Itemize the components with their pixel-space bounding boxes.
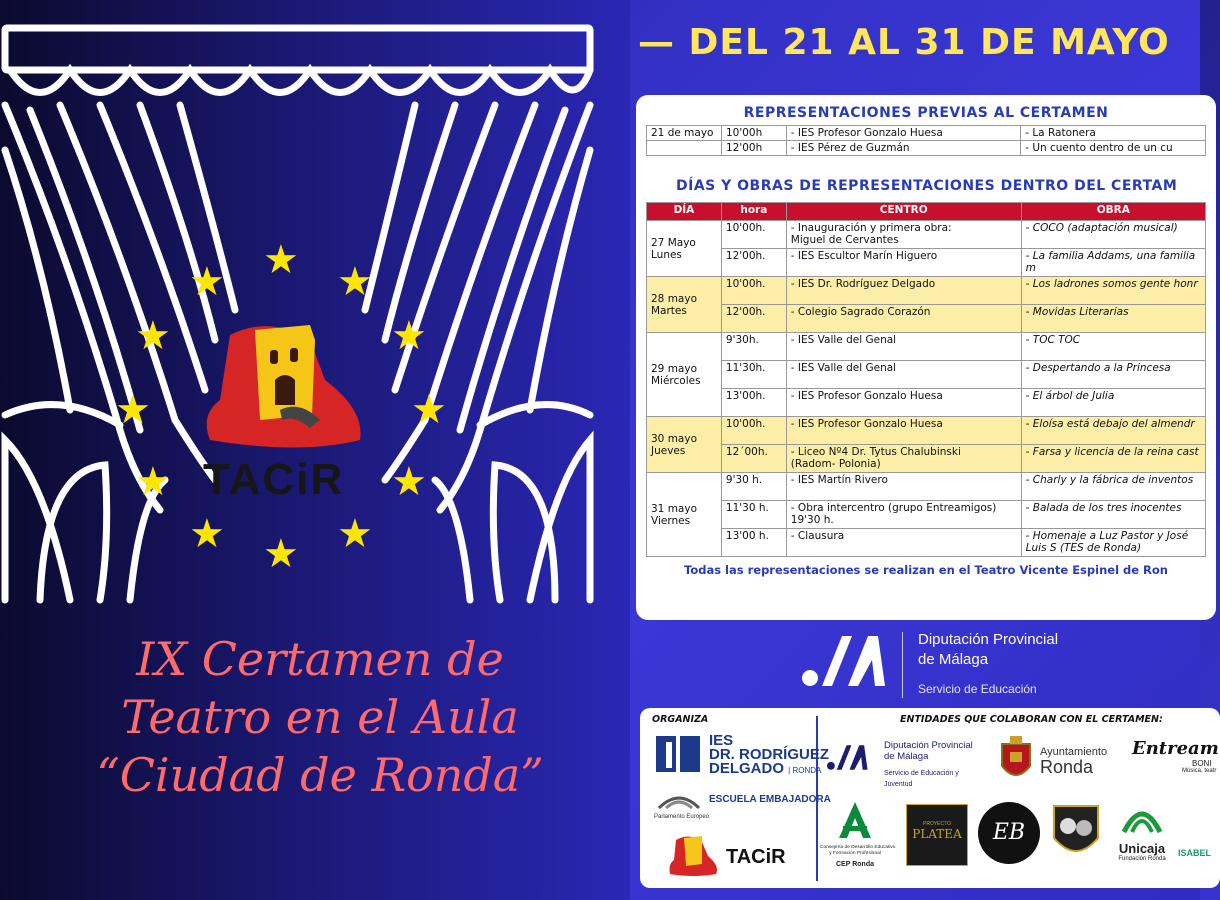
tacir-logo-text: TACiR: [203, 455, 345, 504]
cell-obra: - El árbol de Julia: [1021, 389, 1205, 417]
cell-obra: - TOC TOC: [1021, 333, 1205, 361]
parlamento-label: Parlamento Europeo: [654, 814, 710, 820]
cell-centro: - IES Valle del Genal: [786, 333, 1021, 361]
entreamigos-name: Entream: [1132, 738, 1219, 759]
certamen-title: DÍAS Y OBRAS DE REPRESENTACIONES DENTRO DEL CERTAM: [676, 178, 1178, 194]
junta-line: CEP Ronda: [836, 861, 874, 868]
escuela-label: ESCUELA EMBAJADORA: [709, 794, 831, 805]
unicaja-line: Fundación Ronda: [1118, 856, 1166, 862]
entreamigos-logo: [1132, 738, 1219, 774]
platea-line: PLATEA: [912, 827, 962, 841]
dip-small-line: de Málaga: [884, 751, 929, 762]
table-row: [647, 249, 1206, 277]
entreamigos-sub: Música, teatr: [1182, 768, 1217, 774]
table-row: [647, 529, 1206, 557]
platea-logo: [906, 804, 968, 866]
star-icon: ★: [337, 511, 373, 557]
previas-table: [646, 125, 1206, 156]
previas-title: REPRESENTACIONES PREVIAS AL CERTAMEN: [743, 105, 1109, 121]
cell-hora: 11'30 h.: [721, 501, 786, 529]
table-row: [647, 501, 1206, 529]
tacir-small-text: TACiR: [726, 846, 786, 868]
cell-obra: - Balada de los tres inocentes: [1021, 501, 1205, 529]
cell-hora: 9'30 h.: [721, 473, 786, 501]
column-header: hora: [721, 203, 786, 221]
cell-obra: - Movidas Literarias: [1021, 305, 1205, 333]
column-header: OBRA: [1021, 203, 1205, 221]
schedule-card: [636, 95, 1216, 620]
event-title-line: “Ciudad de Ronda”: [96, 748, 544, 802]
unicaja-line: Unicaja: [1118, 841, 1166, 856]
ies-logo: [654, 732, 829, 779]
cell-obra: - Charly y la fábrica de inventos: [1021, 473, 1205, 501]
table-row: [647, 221, 1206, 249]
cell-dia: 30 mayo Jueves: [647, 417, 722, 473]
ies-line: DR. RODRÍGUEZ: [709, 746, 829, 763]
colaboran-heading: ENTIDADES QUE COLABORAN CON EL CERTAMEN:: [900, 714, 1163, 725]
star-icon: ★: [263, 237, 299, 283]
star-icon: ★: [337, 259, 373, 305]
unicaja-icon: [1120, 802, 1164, 836]
parliament-icon: [654, 788, 704, 812]
diputacion-logo-icon: [800, 630, 890, 690]
cell-hora: 9'30h.: [721, 333, 786, 361]
star-icon: ★: [411, 387, 447, 433]
certamen-table: [646, 202, 1206, 557]
cell-centro: - Liceo Nº4 Dr. Tytus Chalubinski (Radom- Polonia): [786, 445, 1021, 473]
table-row: [647, 473, 1206, 501]
platea-line: PROYECTO: [923, 821, 951, 827]
diputacion-name-line: Diputación Provincial: [918, 631, 1059, 648]
cell-obra: - Los ladrones somos gente honr: [1021, 277, 1205, 305]
column-header: CENTRO: [786, 203, 1021, 221]
cell-dia: 27 Mayo Lunes: [647, 221, 722, 277]
table-row: [647, 389, 1206, 417]
star-icon: ★: [189, 259, 225, 305]
cell-centro: - IES Profesor Gonzalo Huesa: [786, 417, 1021, 445]
dip-small-line: Juventud: [884, 781, 913, 788]
coat-of-arms-icon: [998, 736, 1034, 786]
table-row: [647, 333, 1206, 361]
cell-centro: - Inauguración y primera obra: Miguel de Cervantes: [786, 221, 1021, 249]
table-row: [647, 361, 1206, 389]
cell-obra: - La familia Addams, una familia m: [1021, 249, 1205, 277]
cell-dia: [647, 141, 722, 156]
star-icon: ★: [391, 313, 427, 359]
cell-centro: - IES Profesor Gonzalo Huesa: [786, 126, 1020, 141]
cell-centro: - IES Dr. Rodríguez Delgado: [786, 277, 1021, 305]
cell-centro: - Clausura: [786, 529, 1021, 557]
junta-logo: [820, 800, 896, 868]
table-row: [647, 277, 1206, 305]
cell-centro: - IES Profesor Gonzalo Huesa: [786, 389, 1021, 417]
dip-small-line: Servicio de Educación y: [884, 770, 959, 777]
cell-centro: - IES Pérez de Guzmán: [786, 141, 1020, 156]
event-title-line: IX Certamen de: [136, 632, 504, 686]
table-row: [647, 141, 1206, 156]
cell-centro: - IES Martín Rivero: [786, 473, 1021, 501]
cell-obra: - Despertando a la Princesa: [1021, 361, 1205, 389]
cell-hora: 13'00h.: [721, 389, 786, 417]
cell-dia: 21 de mayo: [647, 126, 722, 141]
junta-icon: [835, 800, 875, 840]
cell-hora: 10'00h: [721, 126, 786, 141]
cell-hora: 10'00h.: [721, 277, 786, 305]
tacir-small-logo: [668, 834, 786, 883]
theatre-masks-icon: [1050, 802, 1102, 864]
cell-hora: 12'00h: [721, 141, 786, 156]
ies-line: IES: [709, 732, 734, 749]
table-row: [647, 305, 1206, 333]
dip-small-line: Diputación Provincial: [884, 740, 973, 751]
cell-obra: - Homenaje a Luz Pastor y José Luis S (TES de Ronda): [1021, 529, 1205, 557]
cell-hora: 12'00h.: [721, 249, 786, 277]
cell-dia: 28 mayo Martes: [647, 277, 722, 333]
table-row: [647, 126, 1206, 141]
event-title-line: Teatro en el Aula: [121, 690, 519, 744]
ies-line: | RONDA: [788, 766, 822, 775]
cell-obra: - La Ratonera: [1021, 126, 1206, 141]
cell-obra: - Un cuento dentro de un cu: [1021, 141, 1206, 156]
cell-hora: 10'00h.: [721, 417, 786, 445]
ies-line: DELGADO: [709, 760, 784, 777]
junta-line: y Formación Profesional: [829, 851, 881, 856]
venue-note: Todas las representaciones se realizan en el Teatro Vicente Espinel de Ron: [684, 563, 1168, 577]
star-icon: ★: [263, 531, 299, 577]
star-icon: ★: [391, 459, 427, 505]
star-icon: ★: [115, 387, 151, 433]
cell-obra: - Eloísa está debajo del almendr: [1021, 417, 1205, 445]
ayuntamiento-logo: [998, 736, 1108, 791]
table-row: [647, 445, 1206, 473]
cell-centro: - IES Valle del Genal: [786, 361, 1021, 389]
table-row: [647, 417, 1206, 445]
tacir-mascot-icon: [668, 834, 720, 878]
entreamigos-sub: BONI: [1192, 759, 1212, 768]
cell-centro: - IES Escultor Marín Higuero: [786, 249, 1021, 277]
cell-dia: 29 mayo Miércoles: [647, 333, 722, 417]
cell-obra: - Farsa y licencia de la reina cast: [1021, 445, 1205, 473]
event-title: [40, 630, 600, 804]
divider: [902, 632, 903, 698]
isabel-logo: ISABEL: [1178, 848, 1212, 858]
ayto-line: Ronda: [1040, 757, 1094, 777]
organiza-heading: ORGANIZA: [652, 714, 709, 725]
unicaja-logo: [1110, 802, 1174, 862]
diputacion-small-icon: [826, 742, 870, 772]
cell-hora: 12´00h.: [721, 445, 786, 473]
diputacion-service: Servicio de Educación: [918, 682, 1037, 696]
date-range-banner: — DEL 21 AL 31 DE MAYO: [638, 22, 1170, 63]
ies-book-icon: [654, 734, 704, 774]
star-icon: ★: [189, 511, 225, 557]
cell-dia: 31 mayo Viernes: [647, 473, 722, 557]
star-icon: ★: [135, 313, 171, 359]
diputacion-name-line: de Málaga: [918, 651, 989, 668]
escuela-embajadora-logo: [654, 788, 831, 820]
cell-hora: 10'00h.: [721, 221, 786, 249]
cell-hora: 11'30h.: [721, 361, 786, 389]
cell-centro: - Obra intercentro (grupo Entreamigos) 19'30 h.: [786, 501, 1021, 529]
junta-line: Consejería de Desarrollo Educativo: [820, 845, 896, 850]
diputacion-name: [918, 630, 1058, 670]
column-header: DÍA: [647, 203, 722, 221]
table-header-row: [647, 203, 1206, 221]
ayto-line: Ayuntamiento: [1040, 746, 1108, 758]
diputacion-small-logo: [826, 740, 973, 788]
eb-logo: EB: [978, 802, 1040, 864]
cell-obra: - COCO (adaptación musical): [1021, 221, 1205, 249]
sponsors-card: [640, 708, 1220, 888]
star-icon: ★: [135, 459, 171, 505]
cell-centro: - Colegio Sagrado Corazón: [786, 305, 1021, 333]
cell-hora: 13'00 h.: [721, 529, 786, 557]
cell-hora: 12'00h.: [721, 305, 786, 333]
